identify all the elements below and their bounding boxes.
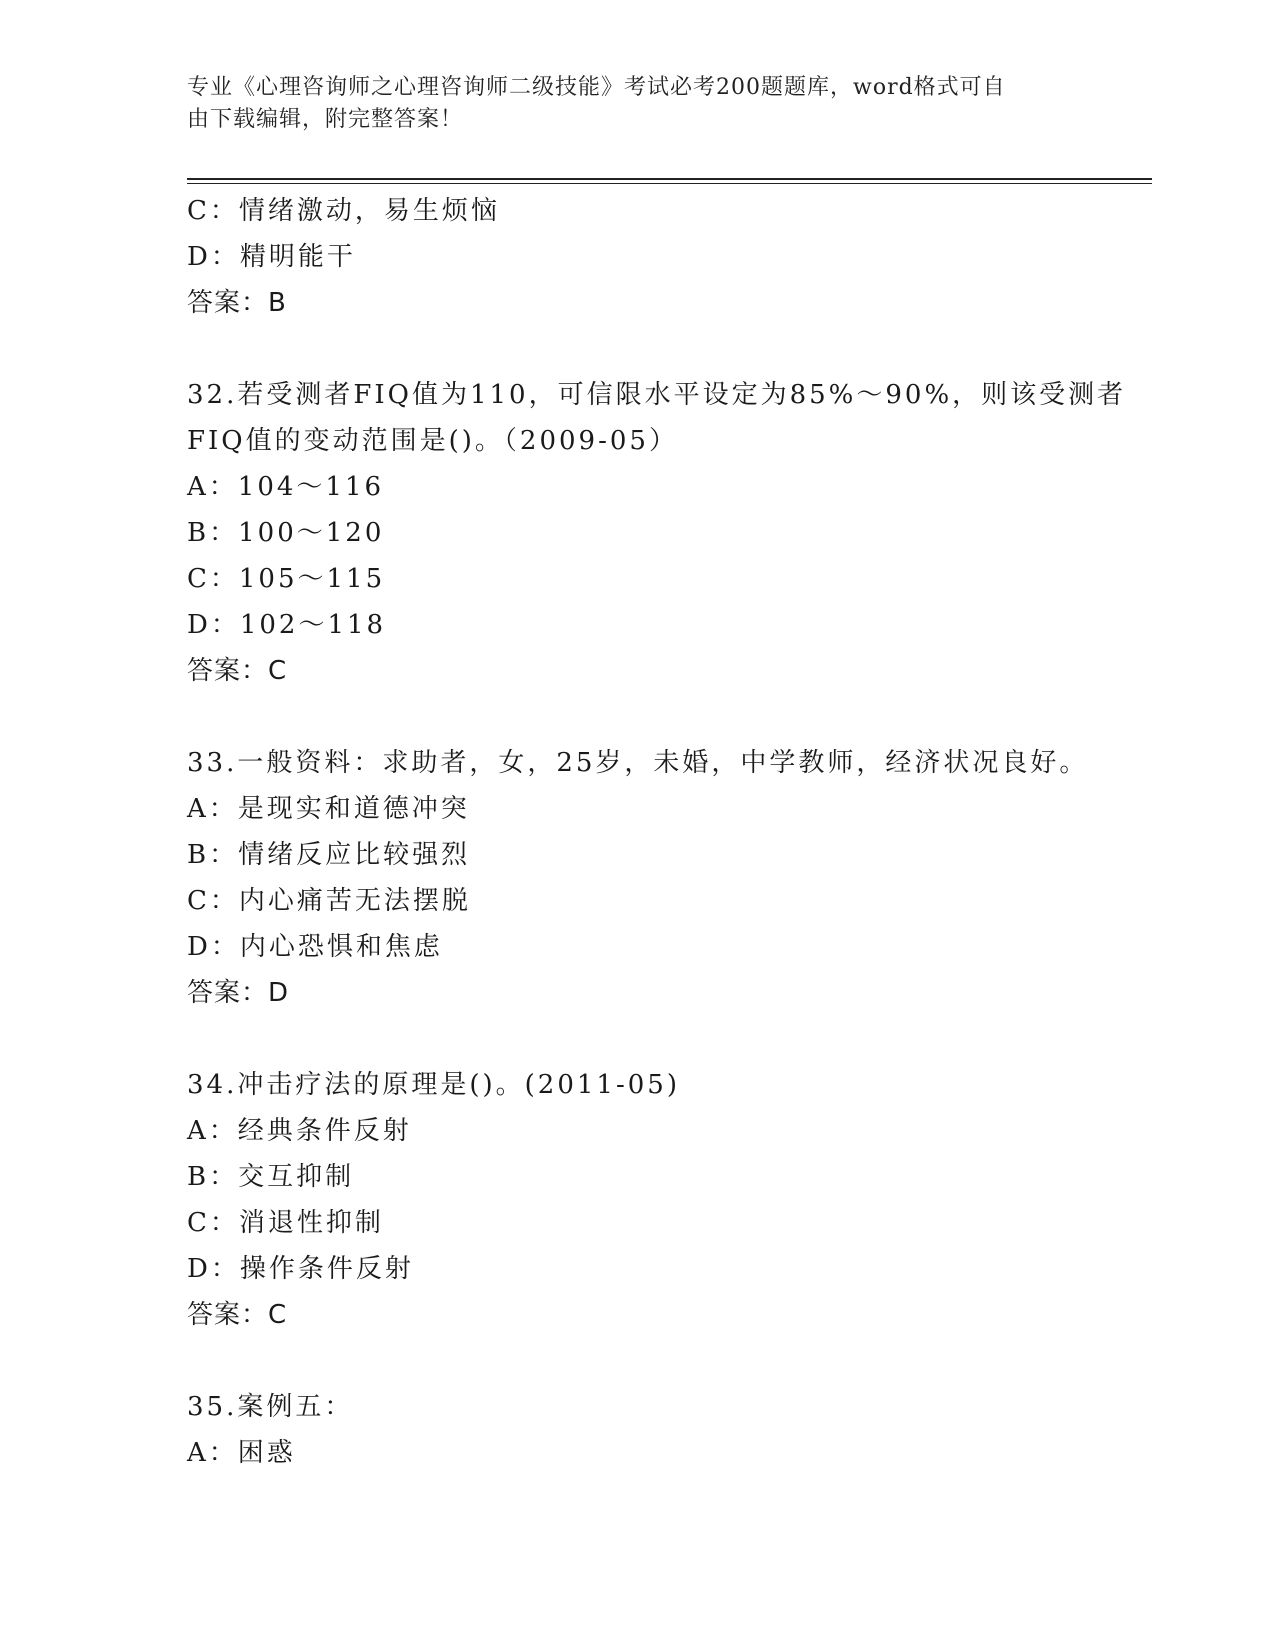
option-d: D：102～118 [187,610,387,640]
question-block-33 [187,740,1107,1016]
question-text-cont: FIQ值的变动范围是()。（2009-05） [187,426,678,456]
question-block-35 [187,1384,1107,1476]
question-text: 34.冲击疗法的原理是()。(2011-05) [187,1070,680,1100]
question-list [187,188,1127,1476]
option-c: C：105～115 [187,564,386,594]
question-block-partial [187,188,1107,326]
answer-line: 答案：C [187,656,288,686]
spacer [187,326,1107,372]
answer-line: 答案：B [187,288,287,318]
question-text: 33.一般资料：求助者，女，25岁，未婚，中学教师，经济状况良好。 [187,748,1089,778]
spacer [187,1338,1107,1384]
question-block-34 [187,1062,1107,1338]
question-text: 35.案例五： [187,1392,354,1422]
spacer [187,694,1107,740]
spacer [187,1016,1107,1062]
document-header [187,72,1067,136]
option-c: C：消退性抑制 [187,1208,384,1238]
option-a: A：是现实和道德冲突 [187,794,470,824]
option-d: D：操作条件反射 [187,1254,414,1284]
header-line-1: 专业《心理咨询师之心理咨询师二级技能》考试必考200题题库，word格式可自 [187,75,1006,100]
option-c: C：情绪激动，易生烦恼 [187,196,500,226]
answer-line: 答案：C [187,1300,288,1330]
option-b: B：情绪反应比较强烈 [187,840,471,870]
option-d: D：内心恐惧和焦虑 [187,932,443,962]
header-line-2: 由下载编辑，附完整答案！ [187,107,464,132]
answer-line: 答案：D [187,978,290,1008]
header-divider-thick [187,178,1152,180]
option-a: A：经典条件反射 [187,1116,412,1146]
header-divider-thin [187,183,1152,184]
option-a: A：困惑 [187,1438,296,1468]
question-text: 32.若受测者FIQ值为110，可信限水平设定为85%～90%，则该受测者 [187,380,1127,410]
option-a: A：104～116 [187,472,385,502]
question-block-32 [187,372,1127,694]
option-b: B：交互抑制 [187,1162,355,1192]
option-b: B：100～120 [187,518,385,548]
option-c: C：内心痛苦无法摆脱 [187,886,471,916]
option-d: D：精明能干 [187,242,356,272]
